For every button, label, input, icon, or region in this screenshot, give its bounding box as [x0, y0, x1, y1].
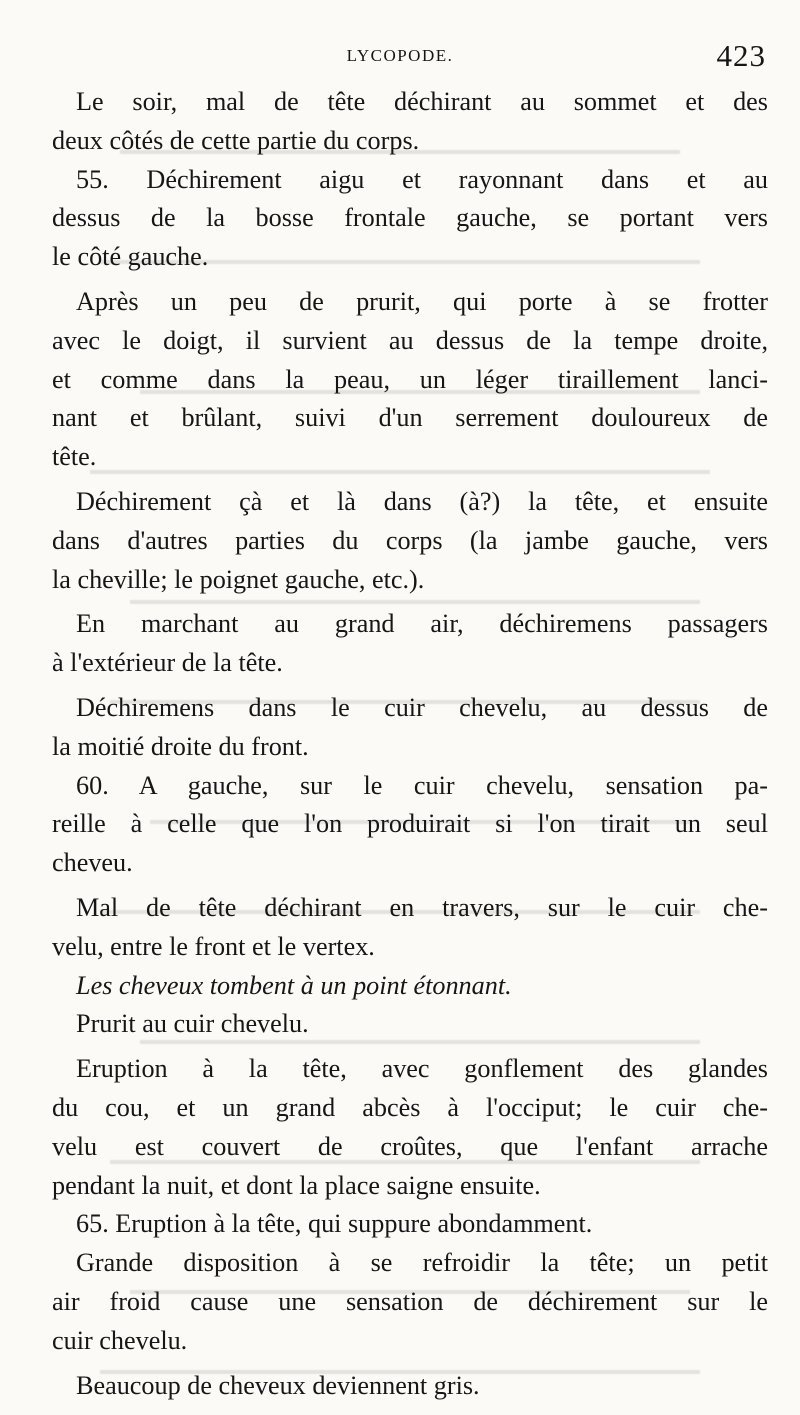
text-line: la cheville; le poignet gauche, etc.). — [52, 564, 425, 594]
text-line: pendant la nuit, et dont la place saigne ensuite. — [52, 1170, 541, 1200]
text-line: Les cheveux tombent à un point étonnant. — [76, 970, 512, 1000]
text-line: Déchiremens dans le cuir chevelu, au dessus de — [76, 692, 768, 722]
text-line: 65. Eruption à la tête, qui suppure abondamment. — [76, 1209, 593, 1239]
text-line: En marchant au grand air, déchiremens passagers — [76, 609, 768, 639]
page-number: 423 — [716, 38, 766, 73]
text-line: nant et brûlant, suivi d'un serrement douloureux de — [52, 403, 768, 433]
text-line: reille à celle que l'on produirait si l'on tirait un seul — [52, 809, 768, 839]
text-line: air froid cause une sensation de déchirement sur le — [52, 1286, 768, 1316]
text-line: et comme dans la peau, un léger tiraillement lanci- — [52, 364, 768, 394]
text-line: dessus de la bosse frontale gauche, se portant vers — [52, 203, 768, 233]
text-line: Prurit au cuir chevelu. — [76, 1009, 309, 1039]
text-line: deux côtés de cette partie du corps. — [52, 125, 420, 155]
body-text — [52, 83, 768, 1405]
text-line: à l'extérieur de la tête. — [52, 648, 283, 678]
text-line: cheveu. — [52, 848, 133, 878]
text-line: Déchirement çà et là dans (à?) la tête, et ensuite — [76, 486, 768, 516]
text-line: 60. A gauche, sur le cuir chevelu, sensation pa- — [76, 770, 768, 800]
text-line: dans d'autres parties du corps (la jambe gauche, vers — [52, 525, 768, 555]
text-line: Eruption à la tête, avec gonflement des glandes — [76, 1054, 768, 1084]
running-title: LYCOPODE. — [346, 46, 454, 65]
text-line: velu, entre le front et le vertex. — [52, 931, 375, 961]
text-line: du cou, et un grand abcès à l'occiput; le cuir che- — [52, 1092, 768, 1122]
text-line: cuir chevelu. — [52, 1325, 188, 1355]
text-line: tête. — [52, 442, 97, 472]
page-header — [0, 38, 800, 78]
text-line: Grande disposition à se refroidir la tête; un petit — [76, 1248, 768, 1278]
text-line: Après un peu de prurit, qui porte à se frotter — [76, 286, 768, 316]
text-line: 55. Déchirement aigu et rayonnant dans et au — [76, 164, 768, 194]
text-line: Le soir, mal de tête déchirant au sommet et des — [76, 87, 768, 116]
text-line: velu est couvert de croûtes, que l'enfant arrache — [52, 1131, 768, 1161]
text-line: le côté gauche. — [52, 242, 209, 272]
text-line: Beaucoup de cheveux deviennent gris. — [76, 1370, 480, 1400]
text-line: avec le doigt, il survient au dessus de la tempe droite, — [52, 325, 768, 355]
text-line: Mal de tête déchirant en travers, sur le cuir che- — [76, 892, 768, 922]
text-line: la moitié droite du front. — [52, 731, 309, 761]
